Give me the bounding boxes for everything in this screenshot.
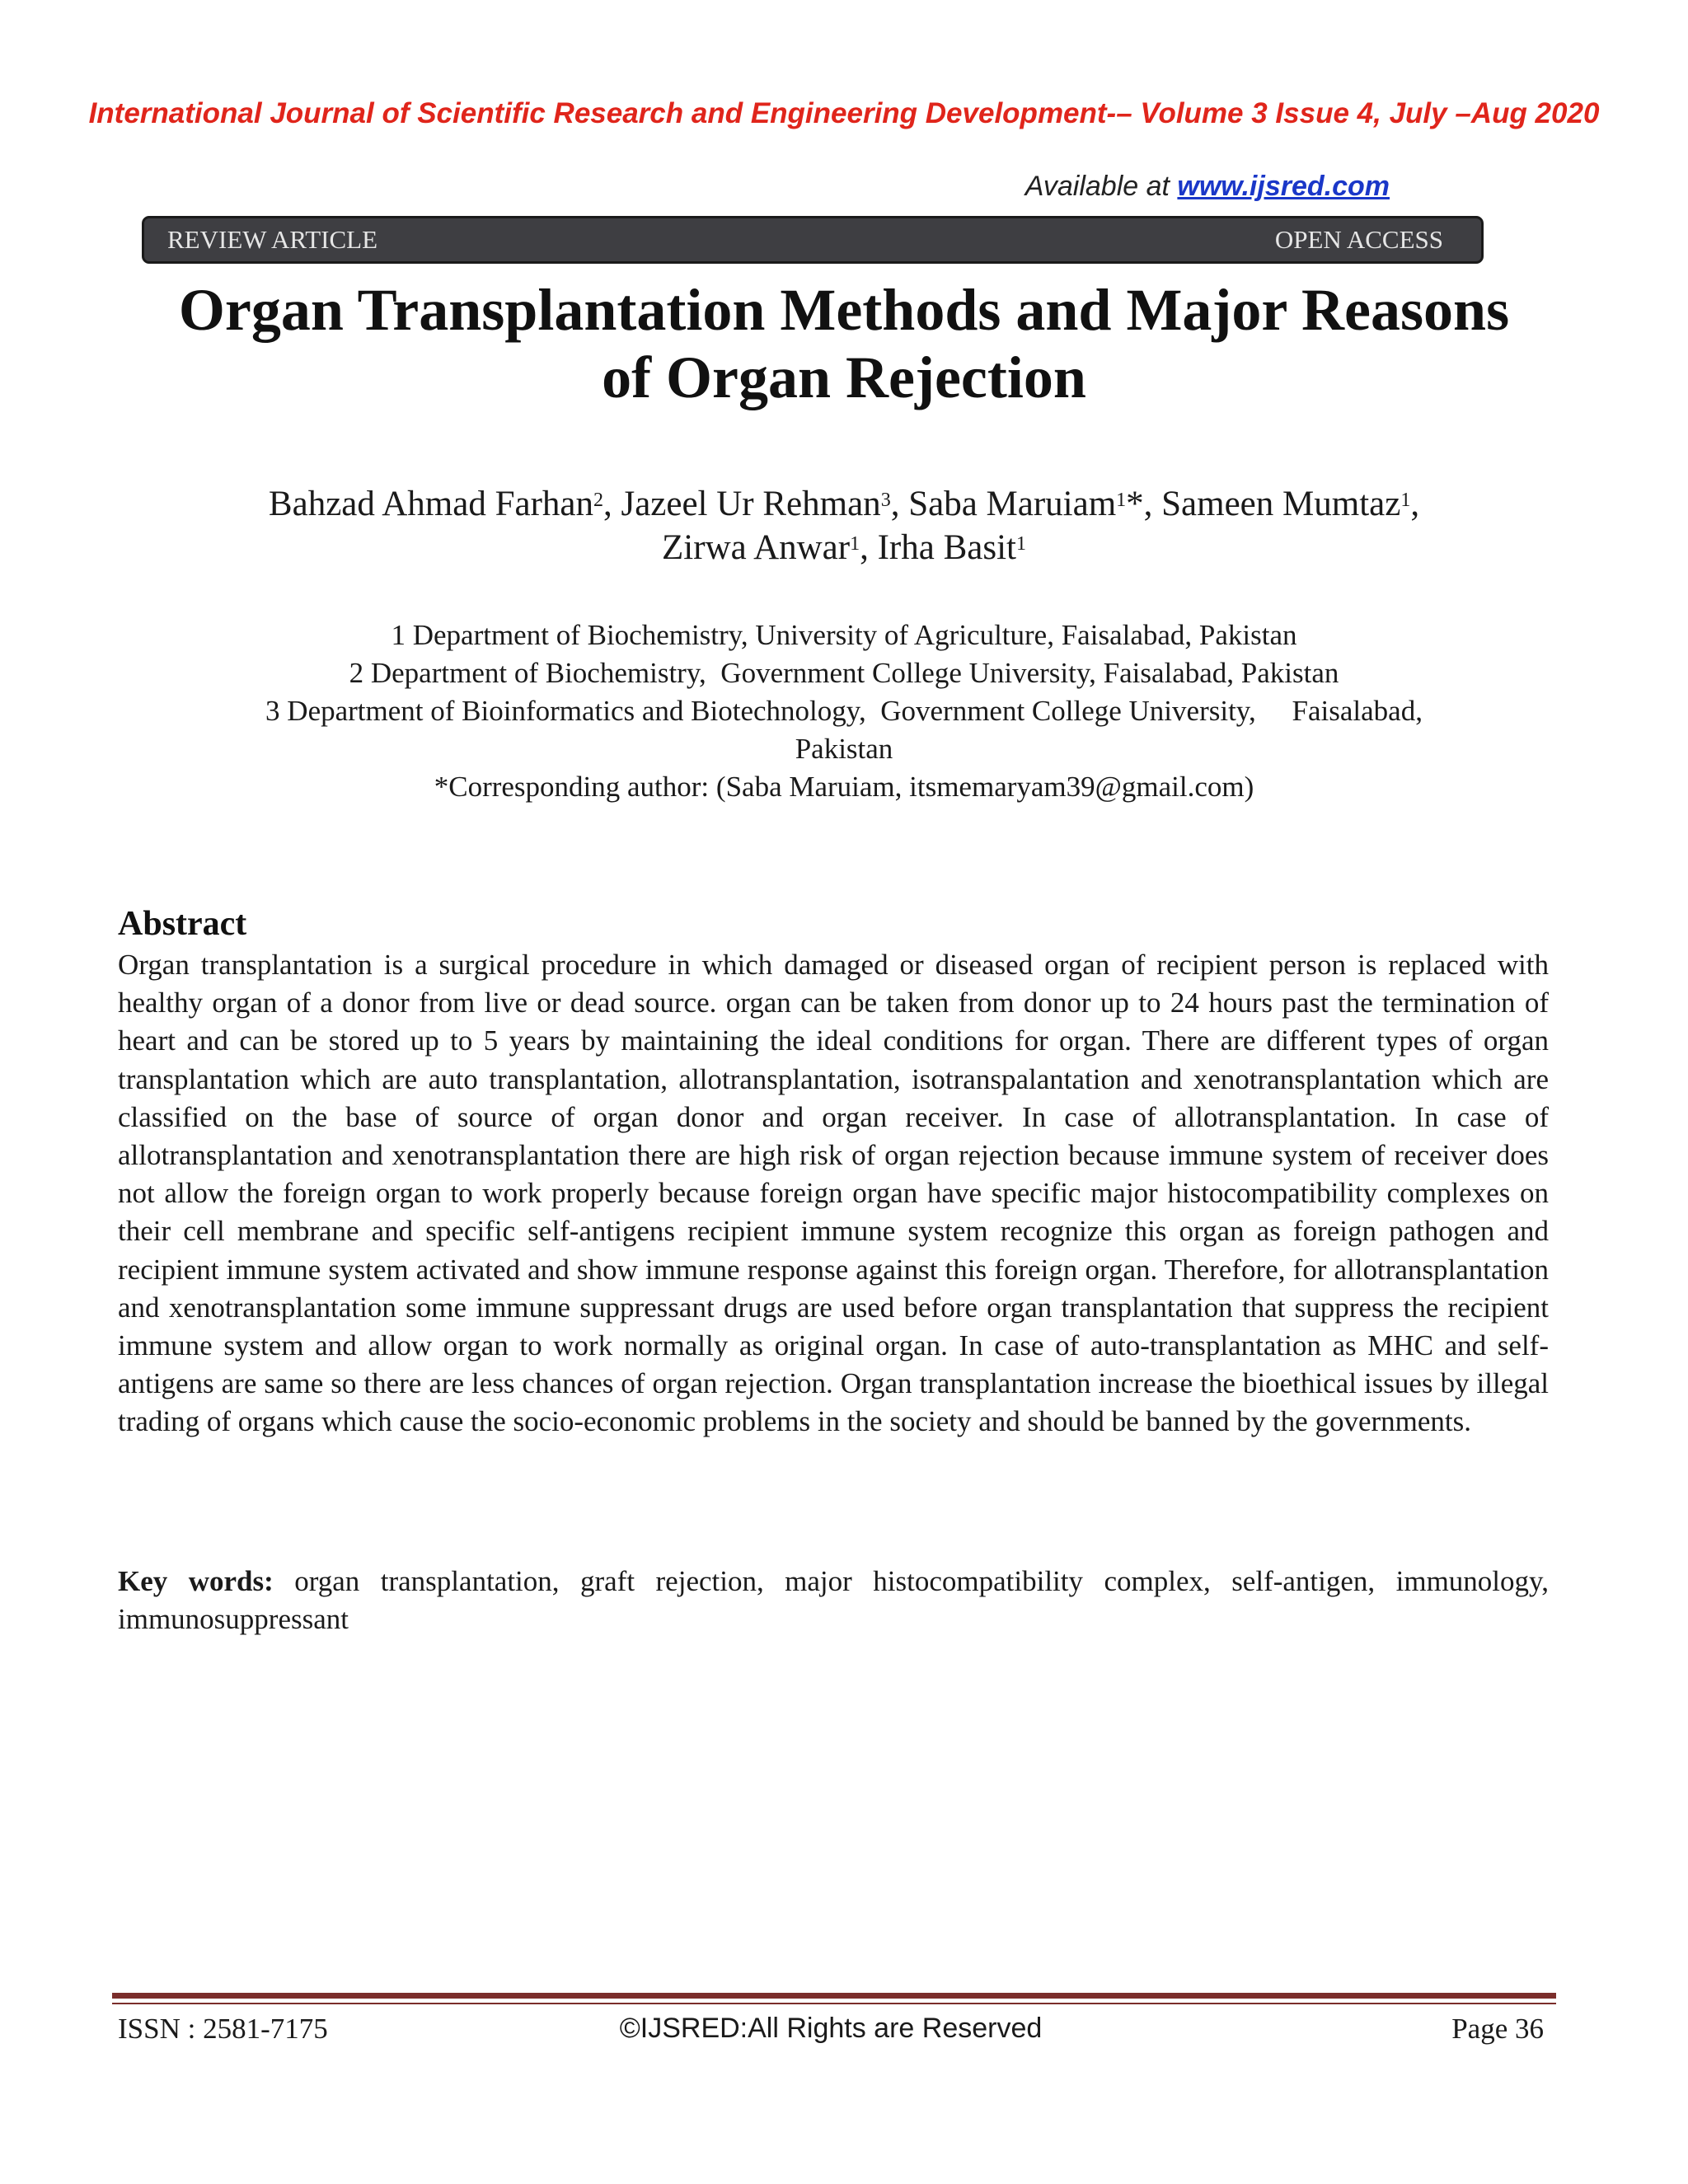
paper-title-line-1: Organ Transplantation Methods and Major Reasons [178, 277, 1510, 343]
author-affiliation-mark: 1 [850, 533, 860, 555]
journal-header: International Journal of Scientific Research and Engineering Development-– Volume 3 Issue 4, July –Aug 2020 [88, 97, 1600, 129]
author-separator: , [890, 485, 909, 523]
author-name: Irha Basit [877, 528, 1016, 567]
author-affiliation-mark: 1 [1116, 490, 1127, 511]
article-type-label: REVIEW ARTICLE [167, 225, 378, 254]
author-separator: *, [1126, 485, 1162, 523]
abstract-heading: Abstract [118, 905, 247, 943]
journal-website-link[interactable]: www.ijsred.com [1177, 171, 1390, 202]
paper-title-line-2: of Organ Rejection [602, 344, 1086, 410]
affiliation-3-continued: Pakistan [795, 733, 893, 765]
author-name: Bahzad Ahmad Farhan [268, 485, 593, 523]
footer-rule-thin [112, 2003, 1556, 2004]
keywords [118, 1563, 1549, 1638]
author-line-1 [124, 482, 1564, 526]
page-number: Page 36 [1451, 2013, 1544, 2045]
author-affiliation-mark: 1 [1015, 533, 1026, 555]
copyright-notice: ©IJSRED:All Rights are Reserved [619, 2013, 1043, 2044]
author-separator: , [860, 528, 878, 567]
affiliation-1: 1 Department of Biochemistry, University of Agriculture, Faisalabad, Pakistan [391, 619, 1297, 651]
keywords-label: Key words: [118, 1565, 274, 1597]
author-name: Jazeel Ur Rehman [621, 485, 881, 523]
corresponding-author: *Corresponding author: (Saba Maruiam, itsmemaryam39@gmail.com) [434, 771, 1254, 803]
author-affiliation-mark: 1 [1400, 490, 1411, 511]
author-name: Sameen Mumtaz [1161, 485, 1401, 523]
author-name: Saba Maruiam [908, 485, 1117, 523]
author-name: Zirwa Anwar [662, 528, 851, 567]
available-prefix: Available at [1025, 171, 1178, 202]
footer-rule [112, 1993, 1556, 1999]
article-type-bar [142, 216, 1484, 264]
author-list [124, 482, 1564, 569]
author-separator: , [1410, 485, 1420, 523]
abstract-text: Organ transplantation is a surgical procedure in which damaged or diseased organ of recipient person is replaced with healthy organ of a donor from live or dead source. organ can be taken from donor up to 24 hours past the termination of heart and can be stored up to 5 years by maintaining the ideal conditions for organ. There are different types of organ transplantation which are auto transplantation, allotransplantation, isotranspalantation and xenotransplantation which are classified on the base of source of organ donor and organ receiver. In case of allotransplantation. In case of allotransplantation and xenotransplantation there are high risk of organ rejection because immune system of receiver does not allow the foreign organ to work properly because foreign organ have specific major histocompatibility complexes on their cell membrane and specific self-antigens recipient immune system recognize this organ as foreign pathogen and recipient immune system activated and show immune response against this foreign organ. Therefore, for allotransplantation and xenotransplantation some immune suppressant drugs are used before organ transplantation that suppress the recipient immune system and allow organ to work normally as original organ. In case of auto-transplantation as MHC and self-antigens are same so there are less chances of organ rejection. Organ transplantation increase the bioethical issues by illegal trading of organs which cause the socio-economic problems in the society and should be banned by the governments. [118, 949, 1549, 1438]
page-footer [118, 2013, 1544, 2054]
affiliations [124, 616, 1564, 806]
open-access-label: OPEN ACCESS [1274, 225, 1443, 254]
paper-title [124, 276, 1564, 411]
author-line-2 [124, 526, 1564, 569]
author-affiliation-mark: 3 [880, 490, 891, 511]
issn: ISSN : 2581-7175 [118, 2013, 328, 2045]
author-affiliation-mark: 2 [593, 490, 603, 511]
affiliation-3: 3 Department of Bioinformatics and Biotechnology, Government College University, Faisalabad, [265, 695, 1423, 727]
keywords-list: organ transplantation, graft rejection, major histocompatibility complex, self-antigen, immunology, immunosuppressant [118, 1565, 1549, 1635]
author-separator: , [603, 485, 621, 523]
availability-line [1025, 171, 1390, 203]
affiliation-2: 2 Department of Biochemistry, Government College University, Faisalabad, Pakistan [349, 657, 1339, 689]
